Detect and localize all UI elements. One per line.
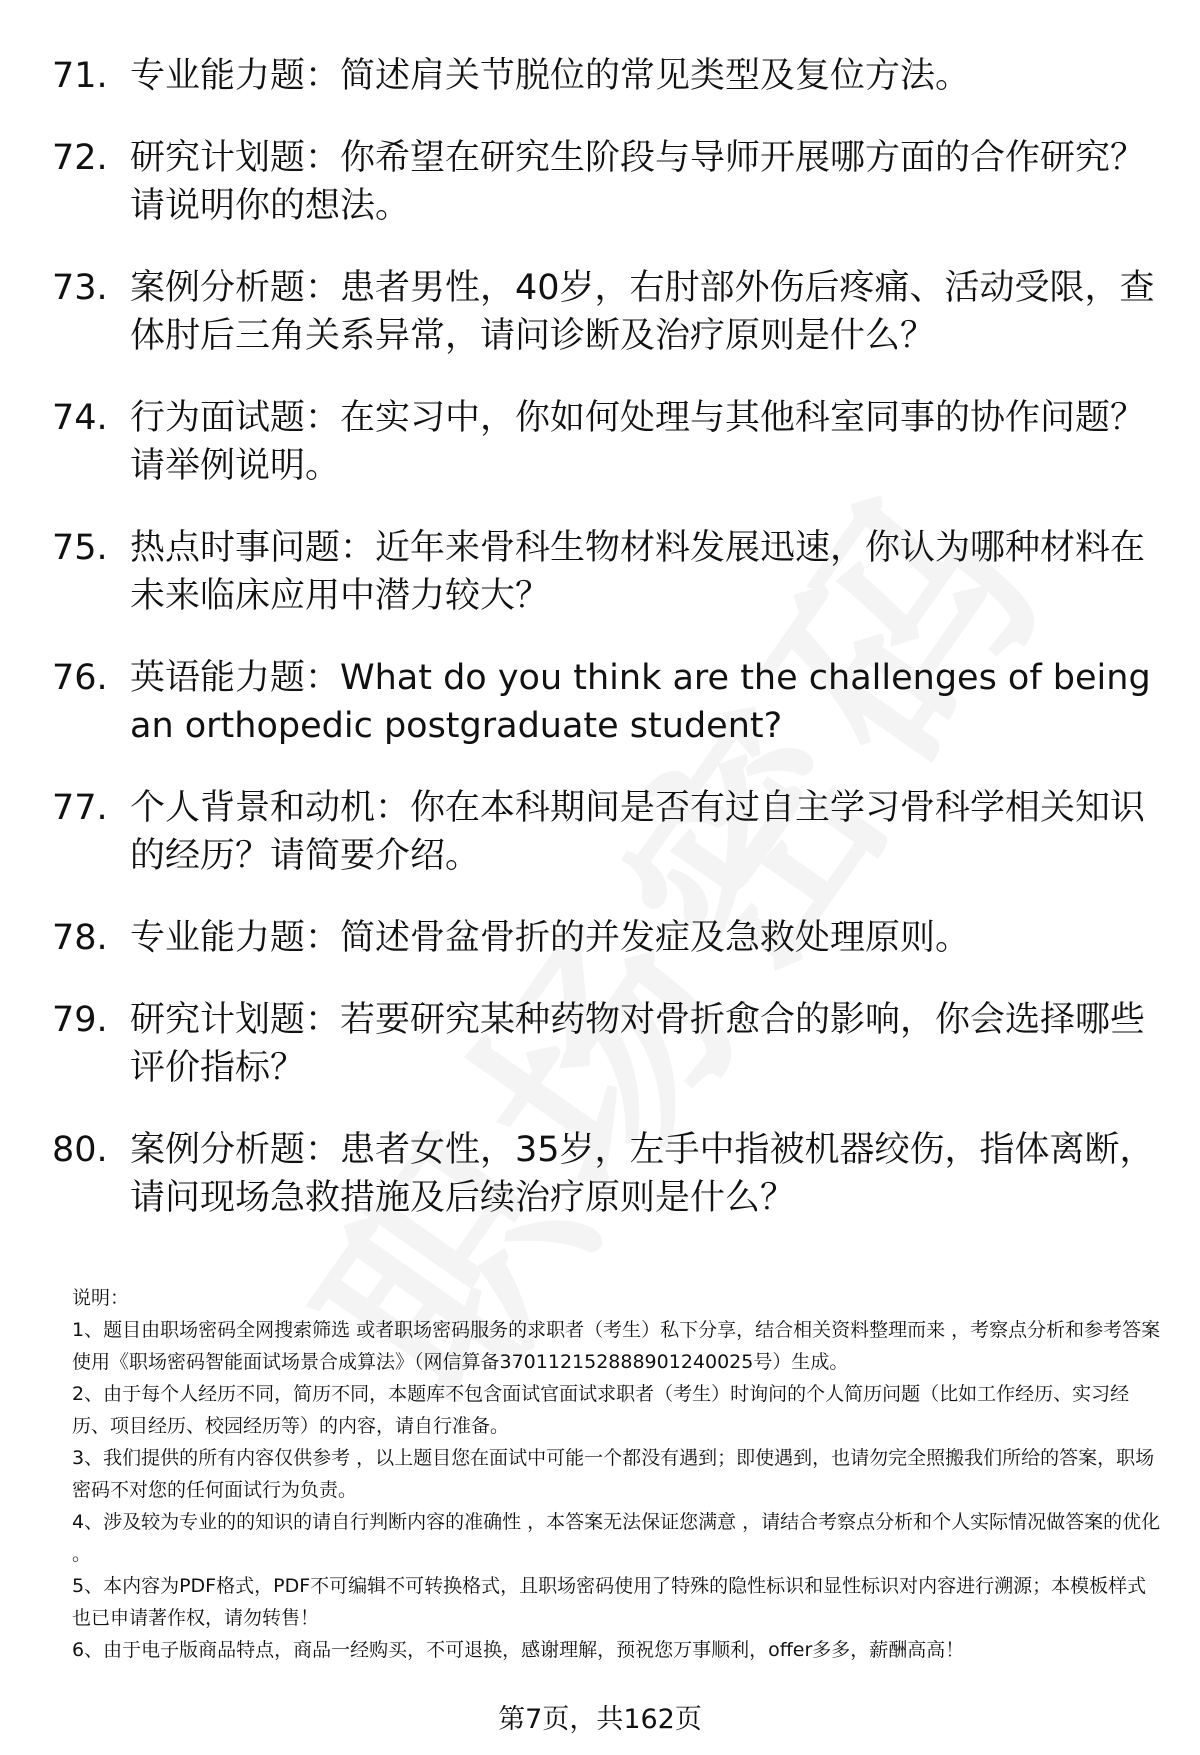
- note-item: 6、由于电子版商品特点，商品一经购买，不可退换，感谢理解，预祝您万事顺利，offer多多，薪酬高高！: [72, 1639, 965, 1661]
- question-text: 研究计划题：你希望在研究生阶段与导师开展哪方面的合作研究？请说明你的想法。: [130, 138, 1146, 226]
- question-text: 案例分析题：患者男性，40岁，右肘部外伤后疼痛、活动受限，查体肘后三角关系异常，请问诊断及治疗原则是什么？: [130, 268, 1155, 356]
- question-text: 专业能力题：简述肩关节脱位的常见类型及复位方法。: [130, 56, 971, 96]
- question-text: 案例分析题：患者女性，35岁，左手中指被机器绞伤，指体离断，请问现场急救措施及后续治疗原则是什么？: [130, 1130, 1155, 1218]
- question-number: 71.: [52, 56, 108, 96]
- question-item: [52, 996, 1162, 1092]
- question-number: 78.: [52, 918, 108, 958]
- note-item: 3、我们提供的所有内容仅供参考 ，以上题目您在面试中可能一个都没有遇到；即使遇到，也请勿完全照搬我们所给的答案，职场密码不对您的任何面试行为负责。: [72, 1447, 1155, 1501]
- question-text: 个人背景和动机：你在本科期间是否有过自主学习骨科学相关知识的经历？请简要介绍。: [130, 788, 1146, 876]
- question-number: 80.: [52, 1130, 108, 1170]
- question-text: 热点时事问题：近年来骨科生物材料发展迅速，你认为哪种材料在未来临床应用中潜力较大？: [130, 528, 1146, 616]
- question-item: [52, 394, 1162, 490]
- question-item: [52, 264, 1162, 360]
- question-text: 专业能力题：简述骨盆骨折的并发症及急救处理原则。: [130, 918, 971, 958]
- question-item: [52, 1126, 1162, 1222]
- page-footer: [0, 1702, 1200, 1738]
- question-item: [52, 914, 1162, 962]
- question-text: 行为面试题：在实习中，你如何处理与其他科室同事的协作问题？请举例说明。: [130, 398, 1146, 486]
- question-number: 79.: [52, 1000, 108, 1040]
- note-item: 1、题目由职场密码全网搜索筛选 或者职场密码服务的求职者（考生）私下分享，结合相关资料整理而来 ，考察点分析和参考答案使用《职场密码智能面试场景合成算法》（网信算备370112152888901240025号）生成。: [72, 1319, 1161, 1373]
- note-item: 2、由于每个人经历不同，简历不同，本题库不包含面试官面试求职者（考生）时询问的个人简历问题（比如工作经历、实习经历、项目经历、校园经历等）的内容，请自行准备。: [72, 1383, 1130, 1437]
- question-item: [52, 524, 1162, 620]
- notes-section: [72, 1282, 1162, 1666]
- page-number: 第7页，共162页: [498, 1704, 702, 1735]
- question-number: 75.: [52, 528, 108, 568]
- question-number: 76.: [52, 658, 108, 698]
- question-number: 72.: [52, 138, 108, 178]
- question-item: [52, 784, 1162, 880]
- question-text: 研究计划题：若要研究某种药物对骨折愈合的影响，你会选择哪些评价指标？: [130, 1000, 1146, 1088]
- note-item: 5、本内容为PDF格式，PDF不可编辑不可转换格式，且职场密码使用了特殊的隐性标识和显性标识对内容进行溯源；本模板样式也已申请著作权，请勿转售！: [72, 1575, 1147, 1629]
- question-item: [52, 654, 1162, 750]
- question-item: [52, 52, 1162, 100]
- question-number: 77.: [52, 788, 108, 828]
- question-list: [52, 52, 1162, 1256]
- question-number: 73.: [52, 268, 108, 308]
- notes-title: 说明：: [72, 1287, 130, 1309]
- question-text: 英语能力题：What do you think are the challenges of being an orthopedic postgraduate student?: [130, 658, 1151, 746]
- question-number: 74.: [52, 398, 108, 438]
- note-item: 4、涉及较为专业的的知识的请自行判断内容的准确性 ，本答案无法保证您满意 ，请结合考察点分析和个人实际情况做答案的优化 。: [72, 1511, 1161, 1565]
- question-item: [52, 134, 1162, 230]
